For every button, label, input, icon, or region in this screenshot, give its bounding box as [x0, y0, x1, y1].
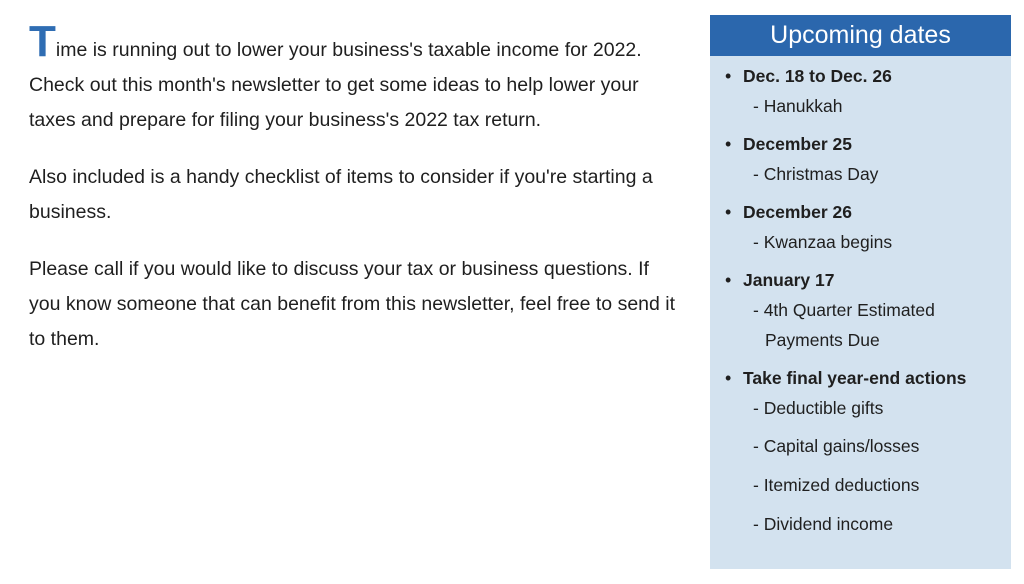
- event-note: - Dividend income: [753, 514, 894, 534]
- event-item-hanukkah: [710, 61, 1011, 121]
- event-note: - Christmas Day: [753, 164, 879, 184]
- checklist-paragraph: Also included is a handy checklist of items to consider if you're starting a business.: [29, 166, 653, 223]
- event-item-christmas: [710, 129, 1011, 189]
- drop-cap-letter: T: [29, 17, 56, 66]
- intro-paragraph-text: ime is running out to lower your business's taxable income for 2022. Check out this month's newsletter to get some ideas to help lower your taxes and prepare for filing your business's 2022 tax return.: [29, 39, 642, 131]
- upcoming-dates-sidebar: [710, 15, 1011, 569]
- sidebar-title: Upcoming dates: [710, 15, 1011, 56]
- bullet-dot: •: [725, 368, 732, 388]
- event-note: - Capital gains/losses: [753, 436, 920, 456]
- event-note: - Itemized deductions: [753, 475, 920, 495]
- bullet-dot: •: [725, 134, 732, 154]
- event-date: December 25: [743, 134, 852, 154]
- events-list: [710, 61, 1011, 544]
- event-date: December 26: [743, 202, 852, 222]
- bullet-dot: •: [725, 270, 732, 290]
- event-item-year-end-actions: [710, 363, 1011, 544]
- event-date: January 17: [743, 270, 835, 290]
- intro-paragraph: [29, 17, 679, 138]
- event-item-estimated-payments: [710, 265, 1011, 355]
- event-date: Take final year-end actions: [743, 368, 967, 388]
- newsletter-body: [29, 17, 679, 379]
- event-note: - Kwanzaa begins: [753, 232, 893, 252]
- event-note: - Deductible gifts: [753, 398, 884, 418]
- bullet-dot: •: [725, 66, 732, 86]
- event-note: - 4th Quarter Estimated Payments Due: [753, 300, 935, 350]
- event-item-kwanzaa: [710, 197, 1011, 257]
- event-note: - Hanukkah: [753, 96, 843, 116]
- bullet-dot: •: [725, 202, 732, 222]
- contact-paragraph: Please call if you would like to discuss your tax or business questions. If you know someone that can benefit from this newsletter, feel free to send it to them.: [29, 258, 676, 350]
- event-date: Dec. 18 to Dec. 26: [743, 66, 892, 86]
